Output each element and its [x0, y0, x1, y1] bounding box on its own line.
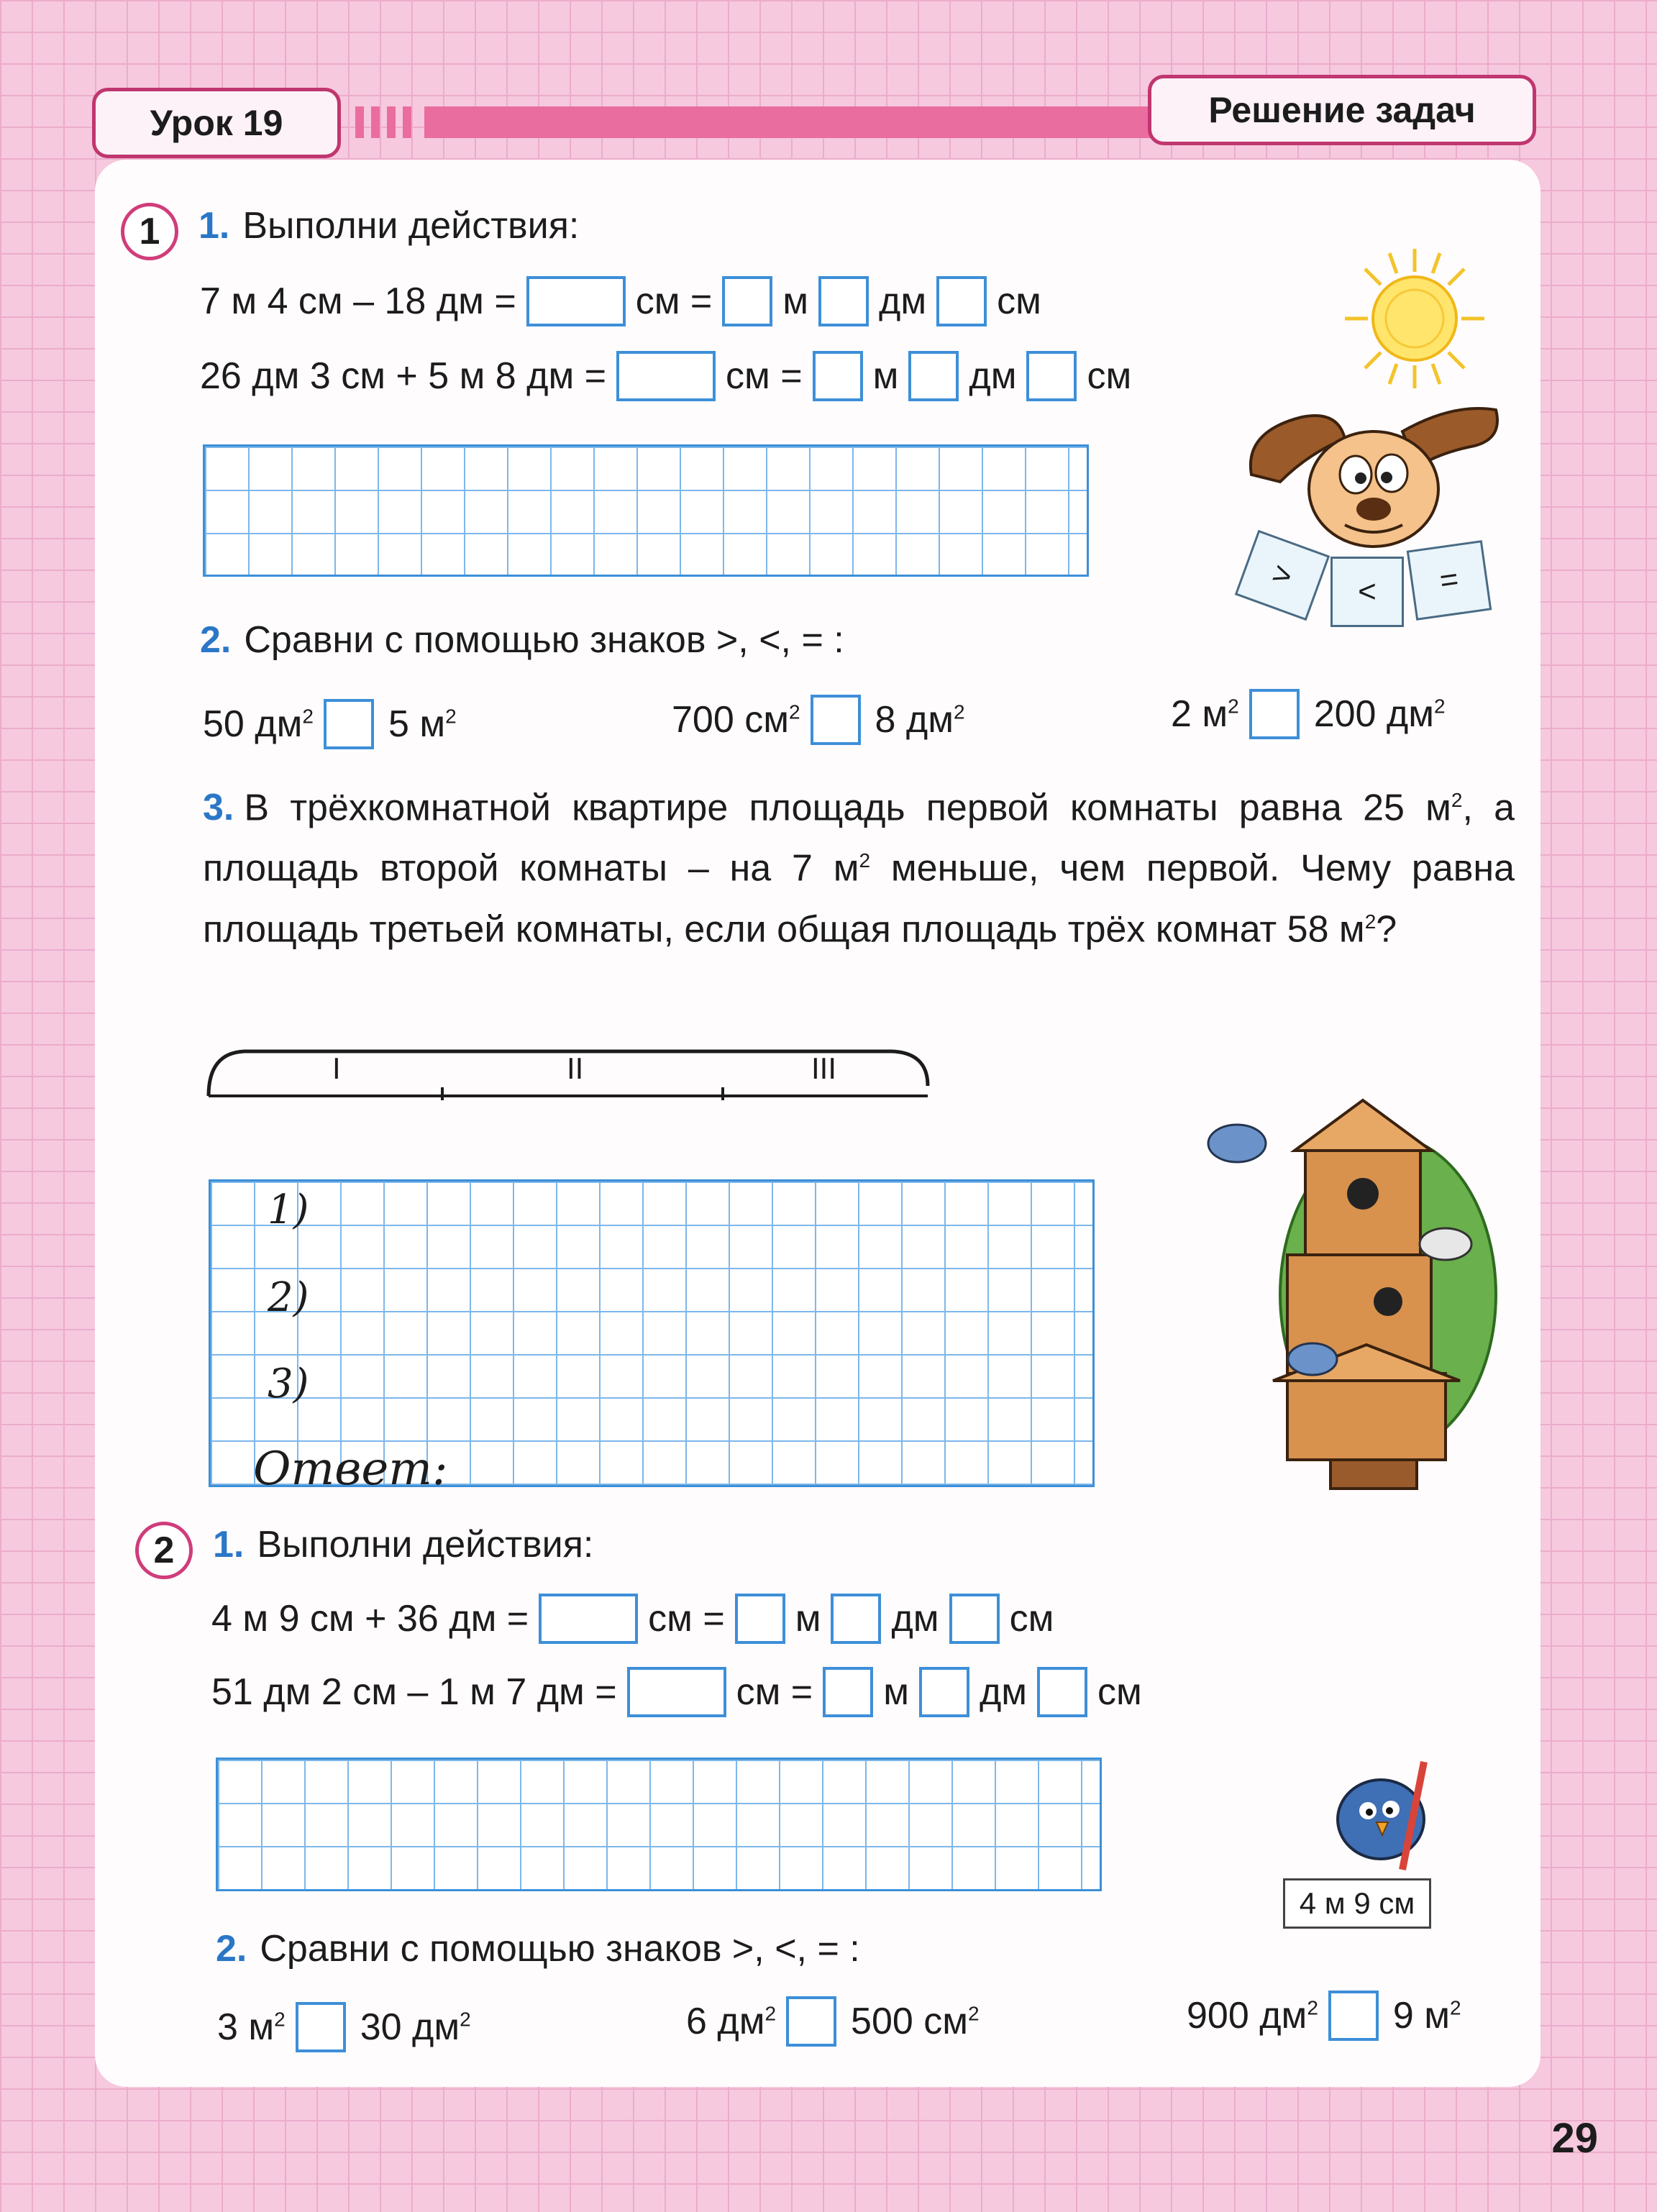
sun-icon [1339, 243, 1490, 394]
answer-box[interactable] [813, 351, 863, 401]
answer-box[interactable] [627, 1667, 726, 1717]
compare-item: 700 $см^2$ 8 $дм^2$ [672, 695, 975, 745]
sign-box[interactable] [1249, 689, 1300, 739]
s1-task1-grid[interactable] [203, 444, 1089, 577]
section-1-number: 1 [121, 203, 178, 260]
compare-item: 3 $м^2$ 30 $дм^2$ [217, 2002, 481, 2052]
s2-task1-line2: 51 дм 2 см – 1 м 7 дм = см = м дм см [211, 1667, 1152, 1717]
sign-card: = [1407, 540, 1492, 621]
s2-task1-grid[interactable] [216, 1758, 1102, 1891]
topic-label: Решение задач [1148, 75, 1536, 145]
segment-label: II [567, 1051, 584, 1085]
segment-label: III [811, 1051, 837, 1085]
step-label: 3) [268, 1361, 309, 1407]
segment-label: I [332, 1051, 341, 1085]
answer-box[interactable] [722, 276, 772, 326]
s1-task1-line1: 7 м 4 см – 18 дм = см = м дм см [200, 276, 1051, 326]
sign-card: < [1330, 557, 1404, 627]
answer-label: Ответ: [253, 1443, 448, 1496]
s2-task1-line1: 4 м 9 см + 36 дм = см = м дм см [211, 1594, 1064, 1644]
answer-box[interactable] [735, 1594, 785, 1644]
hint-label: 4 м 9 см [1283, 1878, 1431, 1929]
answer-box[interactable] [831, 1594, 881, 1644]
s1-task1-line2: 26 дм 3 см + 5 м 8 дм = см = м дм см [200, 351, 1141, 401]
compare-item: 2 $м^2$ 200 $дм^2$ [1171, 689, 1456, 739]
s1-task1-title: 1. Выполни действия: [198, 205, 580, 247]
answer-box[interactable] [919, 1667, 969, 1717]
answer-box[interactable] [526, 276, 626, 326]
step-label: 2) [268, 1274, 309, 1321]
lesson-label: Урок 19 [92, 88, 341, 158]
s1-task3-grid[interactable] [209, 1179, 1095, 1487]
s2-task2-title: 2. Сравни с помощью знаков >, <, = : [216, 1928, 860, 1970]
sign-box[interactable] [296, 2002, 346, 2052]
sign-box[interactable] [324, 699, 374, 749]
header-band [424, 106, 1151, 138]
answer-box[interactable] [823, 1667, 873, 1717]
s1-task2-title: 2. Сравни с помощью знаков >, <, = : [200, 619, 844, 661]
answer-box[interactable] [936, 276, 987, 326]
sign-box[interactable] [1328, 1991, 1379, 2041]
sign-card: > [1235, 530, 1330, 621]
compare-item: 50 $дм^2$ 5 $м^2$ [203, 699, 467, 749]
sign-box[interactable] [811, 695, 861, 745]
answer-box[interactable] [616, 351, 716, 401]
birdhouse-illustration [1187, 1079, 1503, 1496]
compare-item: 900 $дм^2$ 9 $м^2$ [1187, 1991, 1471, 2041]
answer-box[interactable] [1037, 1667, 1087, 1717]
bird-pencil-illustration [1316, 1747, 1453, 1877]
s1-task3-text: 3. В трёхкомнатной квартире площадь первой комнаты равна 25 $м^2$, а площадь второй комнаты – на 7 $м^2$ меньше, чем первой. Чему равна площадь третьей комнаты, если общая площадь трёх комнат 58 $м^2$? [203, 787, 1515, 950]
answer-box[interactable] [1026, 351, 1077, 401]
header-stripes [355, 106, 411, 138]
answer-box[interactable] [818, 276, 869, 326]
step-label: 1) [268, 1187, 309, 1233]
s2-task1-title: 1. Выполни действия: [213, 1524, 594, 1566]
compare-item: 6 $дм^2$ 500 $см^2$ [686, 1996, 990, 2047]
page-number: 29 [1551, 2115, 1598, 2162]
answer-box[interactable] [908, 351, 959, 401]
sign-box[interactable] [786, 1996, 836, 2047]
answer-box[interactable] [539, 1594, 638, 1644]
answer-box[interactable] [949, 1594, 1000, 1644]
section-2-number: 2 [135, 1522, 193, 1579]
